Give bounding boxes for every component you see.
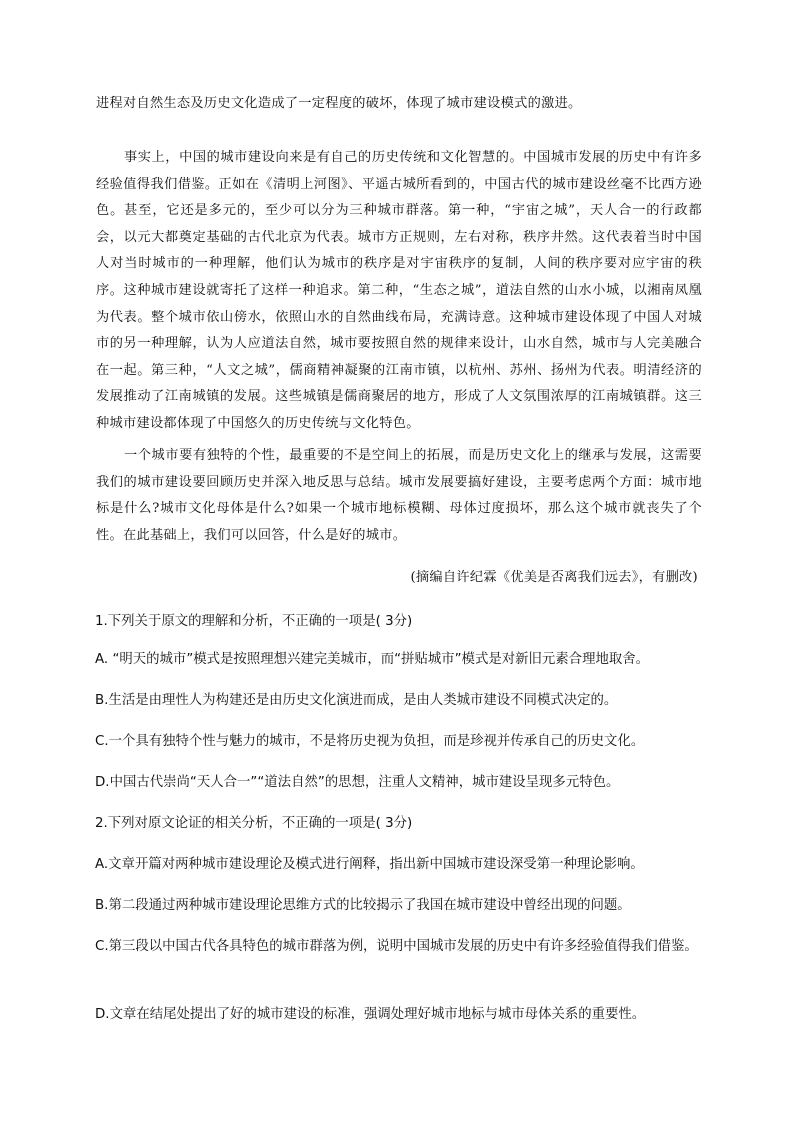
- question-2-stem: 2.下列对原文论证的相关分析，不正确的一项是( 3分): [95, 816, 413, 831]
- question-1-option-b: B.生活是由理性人为构建还是由历史文化演进而成，是由人类城市建设不同模式决定的。: [95, 693, 618, 708]
- question-2-option-b: B.第二段通过两种城市建设理论思维方式的比较揭示了我国在城市建设中曾经出现的问题。: [95, 898, 631, 913]
- passage-citation: (摘编自许纪霖《优美是否离我们远去》，有删改): [410, 570, 698, 585]
- question-1-option-c: C.一个具有独特个性与魅力的城市，不是将历史视为负担，而是珍视并传承自己的历史文化。: [95, 734, 645, 749]
- passage-paragraph-continuation: 进程对自然生态及历史文化造成了一定程度的破坏，体现了城市建设模式的激进。: [96, 96, 582, 111]
- passage-paragraph-conclusion: 一个城市要有独特的个性，最重要的不是空间上的拓展，而是历史文化上的继承与发展，这需要我们的城市建设要回顾历史并深入地反思与总结。城市发展要搞好建设，主要考虑两个方面：城市地标是什么?城市文化母体是什么?如果一个城市地标模糊、母体过度损坏，那么这个城市就丧失了个性。在此基础上，我们可以回答，什么是好的城市。: [96, 448, 702, 543]
- question-2-option-c: C.第三段以中国古代各具特色的城市群落为例，说明中国城市发展的历史中有许多经验值得我们借鉴。: [95, 939, 698, 954]
- question-1-stem: 1.下列关于原文的理解和分析，不正确的一项是( 3分): [95, 614, 413, 629]
- question-2-option-d: D.文章在结尾处提出了好的城市建设的标准，强调处理好城市地标与城市母体关系的重要性。: [95, 1007, 646, 1022]
- question-2-option-a: A.文章开篇对两种城市建设理论及模式进行阐释，指出新中国城市建设深受第一种理论影响。: [95, 857, 644, 872]
- question-1-option-a: A. “明天的城市”模式是按照理想兴建完美城市，而“拼贴城市”模式是对新旧元素合理地取舍。: [95, 652, 650, 667]
- passage-paragraph-history: 事实上，中国的城市建设向来是有自己的历史传统和文化智慧的。中国城市发展的历史中有许多经验值得我们借鉴。正如在《清明上河图》、平遥古城所看到的，中国古代的城市建设丝毫不比西方逊色。甚至，它还是多元的，至少可以分为三种城市群落。第一种，“宇宙之城”，天人合一的行政都会，以元大都奠定基础的古代北京为代表。城市方正规则，左右对称，秩序井然。这代表着当时中国人对当时城市的一种理解，他们认为城市的秩序是对宇宙秩序的复制，人间的秩序要对应宇宙的秩序。这种城市建设就寄托了这样一种追求。第二种，“生态之城”，道法自然的山水小城，以湘南凤凰为代表。整个城市依山傍水，依照山水的自然曲线布局，充满诗意。这种城市建设体现了中国人对城市的另一种理解，认为人应道法自然，城市要按照自然的规律来设计，山水自然，城市与人完美融合在一起。第三种，“人文之城”，儒商精神凝聚的江南市镇，以杭州、苏州、扬州为代表。明清经济的发展推动了江南城镇的发展。这些城镇是儒商聚居的地方，形成了人文氛围浓厚的江南城镇群。这三种城市建设都体现了中国悠久的历史传统与文化特色。: [96, 150, 702, 431]
- question-1-option-d: D.中国古代崇尚“天人合一”“道法自然”的思想，注重人文精神，城市建设呈现多元特色。: [95, 775, 620, 790]
